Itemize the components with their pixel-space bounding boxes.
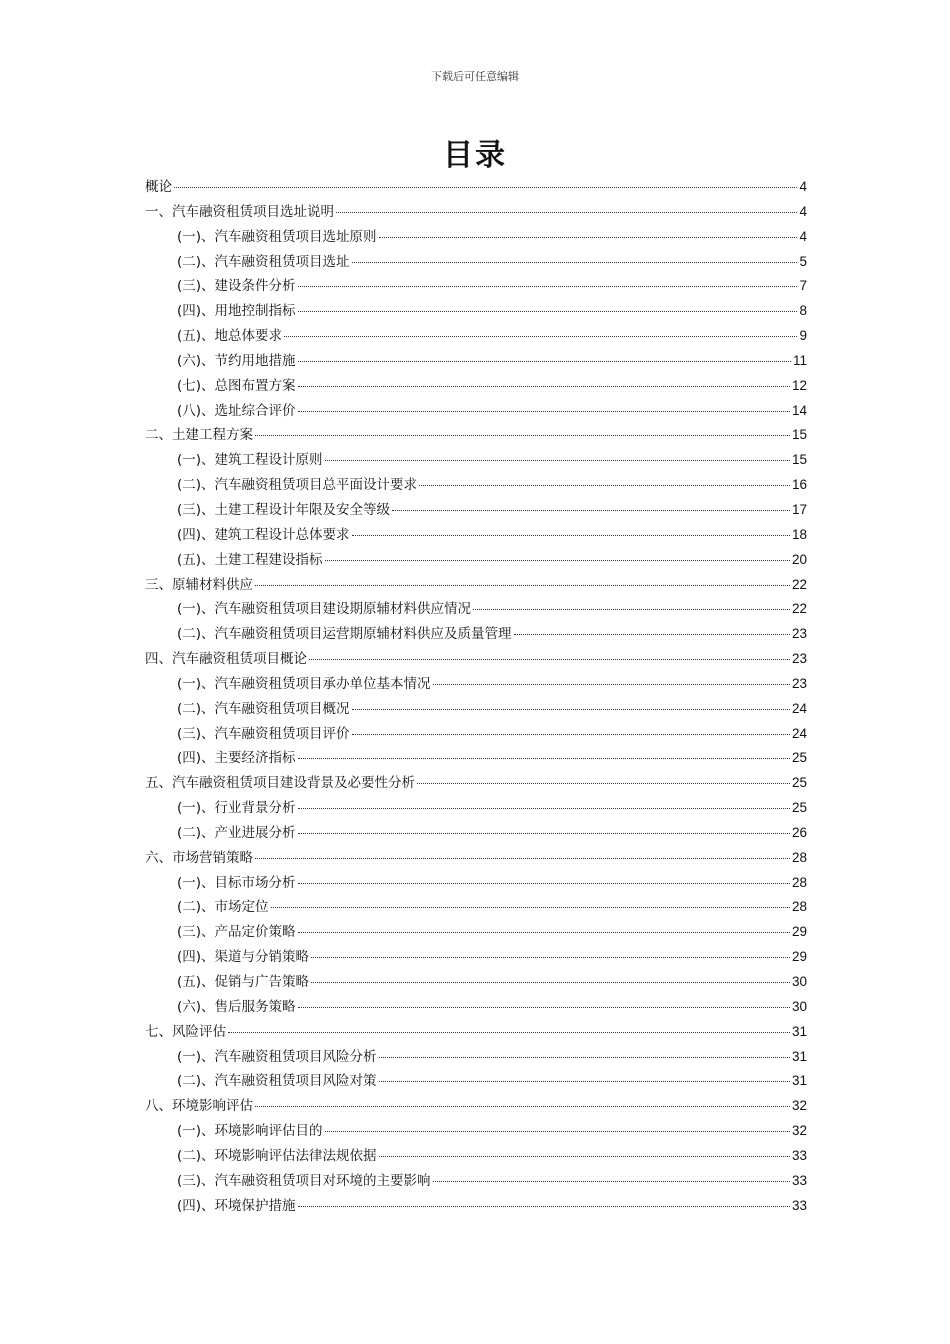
toc-entry[interactable]	[145, 299, 807, 324]
toc-entry[interactable]	[145, 771, 807, 796]
toc-entry-title: (二)、市场定位	[177, 899, 269, 916]
toc-entry-title: 二、土建工程方案	[145, 427, 253, 444]
toc-dot-leader	[352, 734, 790, 735]
toc-dot-leader	[174, 187, 797, 188]
toc-entry-title: (二)、汽车融资租赁项目概况	[177, 700, 350, 717]
toc-dot-leader	[379, 237, 798, 238]
toc-entry-page: 23	[791, 651, 807, 667]
toc-dot-leader	[352, 262, 798, 263]
toc-entry-page: 16	[791, 477, 807, 493]
toc-entry-title: (三)、汽车融资租赁项目对环境的主要影响	[177, 1172, 431, 1189]
toc-entry-title: 三、原辅材料供应	[145, 576, 253, 593]
toc-entry[interactable]	[145, 1094, 807, 1119]
toc-entry-title: 概论	[145, 179, 172, 195]
toc-dot-leader	[255, 585, 790, 586]
page-title: 目录	[443, 138, 507, 173]
toc-entry-page: 11	[792, 352, 807, 368]
toc-entry[interactable]	[145, 1020, 807, 1045]
toc-entry-title: (一)、汽车融资租赁项目承办单位基本情况	[177, 675, 431, 692]
toc-dot-leader	[379, 1156, 790, 1157]
toc-dot-leader	[298, 311, 798, 312]
toc-dot-leader	[298, 286, 798, 287]
toc-dot-leader	[298, 386, 790, 387]
toc-entry-page: 33	[791, 1172, 807, 1188]
toc-entry-page: 4	[799, 228, 807, 244]
toc-entry-title: (三)、产品定价策略	[177, 924, 296, 941]
toc-dot-leader	[433, 684, 790, 685]
toc-dot-leader	[298, 1206, 790, 1207]
toc-entry-page: 23	[791, 626, 807, 642]
toc-entry[interactable]	[145, 423, 807, 448]
toc-entry-title: (五)、土建工程建设指标	[177, 551, 323, 568]
toc-dot-leader	[298, 932, 790, 933]
toc-entry-title: (四)、渠道与分销策略	[177, 949, 310, 966]
toc-dot-leader	[311, 982, 790, 983]
toc-entry-page: 30	[791, 998, 807, 1014]
toc-entry-title: (二)、汽车融资租赁项目运营期原辅材料供应及质量管理	[177, 626, 512, 643]
toc-entry[interactable]	[145, 672, 807, 697]
toc-entry-page: 24	[791, 725, 807, 741]
toc-dot-leader	[417, 783, 790, 784]
toc-entry-page: 22	[791, 601, 807, 617]
toc-dot-leader	[325, 1131, 790, 1132]
toc-entry-title: 四、汽车融资租赁项目概论	[145, 651, 307, 668]
toc-entry-page: 15	[791, 452, 807, 468]
toc-entry-page: 28	[791, 899, 807, 915]
toc-dot-leader	[255, 1106, 790, 1107]
toc-dot-leader	[228, 1032, 790, 1033]
toc-dot-leader	[271, 907, 790, 908]
toc-entry[interactable]	[145, 995, 807, 1020]
toc-dot-leader	[419, 485, 790, 486]
toc-entry-page: 30	[791, 974, 807, 989]
table-of-contents	[145, 175, 807, 1218]
toc-entry-title: (三)、建设条件分析	[177, 278, 296, 295]
toc-entry[interactable]	[145, 821, 807, 846]
toc-entry-page: 31	[791, 1073, 807, 1089]
toc-entry[interactable]	[145, 846, 807, 871]
toc-entry-page: 29	[791, 924, 807, 940]
toc-entry[interactable]	[145, 697, 807, 722]
toc-entry-title: (六)、节约用地措施	[177, 352, 296, 369]
toc-entry[interactable]	[145, 622, 807, 647]
toc-dot-leader	[311, 957, 790, 958]
toc-entry[interactable]	[145, 1144, 807, 1169]
toc-entry-title: (四)、主要经济指标	[177, 750, 296, 767]
toc-entry[interactable]	[145, 1119, 807, 1144]
toc-entry-title: (一)、汽车融资租赁项目风险分析	[177, 1048, 377, 1065]
toc-entry[interactable]	[145, 548, 807, 573]
toc-entry-page: 33	[791, 1147, 807, 1163]
toc-entry-title: 一、汽车融资租赁项目选址说明	[145, 203, 334, 220]
toc-entry-title: 七、风险评估	[145, 1023, 226, 1040]
toc-entry-page: 33	[791, 1197, 807, 1213]
toc-entry[interactable]	[145, 895, 807, 920]
toc-entry-page: 15	[791, 427, 807, 443]
toc-dot-leader	[284, 336, 797, 337]
toc-entry-page: 25	[791, 800, 807, 816]
toc-entry-title: (二)、汽车融资租赁项目风险对策	[177, 1073, 377, 1090]
toc-entry-title: 八、环境影响评估	[145, 1098, 253, 1115]
toc-dot-leader	[352, 709, 790, 710]
toc-entry[interactable]	[145, 324, 807, 349]
toc-entry[interactable]	[145, 1069, 807, 1094]
toc-dot-leader	[298, 808, 790, 809]
toc-entry-title: (二)、汽车融资租赁项目总平面设计要求	[177, 477, 418, 494]
toc-dot-leader	[379, 1057, 790, 1058]
toc-entry[interactable]	[145, 374, 807, 399]
toc-entry[interactable]	[145, 448, 807, 473]
toc-entry-page: 29	[791, 949, 807, 965]
toc-dot-leader	[309, 659, 790, 660]
toc-entry[interactable]	[145, 274, 807, 299]
toc-entry-title: (四)、环境保护措施	[177, 1197, 296, 1214]
toc-entry[interactable]	[145, 175, 807, 200]
toc-dot-leader	[298, 883, 790, 884]
toc-entry-title: (三)、土建工程设计年限及安全等级	[177, 501, 391, 518]
toc-entry-page: 9	[799, 328, 807, 344]
toc-entry-page: 24	[791, 700, 807, 716]
toc-entry-title: (七)、总图布置方案	[177, 377, 296, 394]
toc-dot-leader	[298, 1007, 790, 1008]
toc-dot-leader	[298, 758, 790, 759]
toc-entry-title: (五)、促销与广告策略	[177, 974, 310, 990]
toc-entry-title: (三)、汽车融资租赁项目评价	[177, 725, 350, 742]
toc-entry-page: 20	[791, 551, 807, 567]
toc-entry-page: 26	[791, 824, 807, 840]
toc-entry[interactable]	[145, 250, 807, 275]
toc-entry[interactable]	[145, 1045, 807, 1070]
toc-entry[interactable]	[145, 920, 807, 945]
toc-entry-title: (五)、地总体要求	[177, 328, 283, 345]
page-header: 下载后可任意编辑	[431, 70, 519, 83]
toc-entry-page: 23	[791, 675, 807, 691]
toc-entry[interactable]	[145, 722, 807, 747]
toc-dot-leader	[379, 1081, 790, 1082]
toc-entry[interactable]	[145, 473, 807, 498]
toc-entry-page: 32	[791, 1123, 807, 1139]
toc-entry-page: 12	[791, 377, 807, 393]
toc-entry-page: 5	[799, 253, 807, 269]
toc-dot-leader	[255, 858, 790, 859]
toc-dot-leader	[298, 361, 791, 362]
toc-entry-title: (一)、汽车融资租赁项目建设期原辅材料供应情况	[177, 601, 472, 618]
toc-dot-leader	[336, 212, 797, 213]
toc-entry-title: (二)、汽车融资租赁项目选址	[177, 253, 350, 270]
toc-entry-page: 4	[799, 179, 807, 194]
toc-entry-page: 17	[791, 501, 807, 517]
toc-entry-page: 25	[791, 775, 807, 791]
toc-entry[interactable]	[145, 945, 807, 970]
toc-entry-title: (四)、建筑工程设计总体要求	[177, 526, 350, 543]
toc-dot-leader	[473, 609, 790, 610]
toc-entry-page: 4	[799, 203, 807, 219]
toc-dot-leader	[352, 535, 790, 536]
toc-entry-page: 31	[791, 1048, 807, 1064]
toc-dot-leader	[298, 411, 790, 412]
toc-entry[interactable]	[145, 523, 807, 548]
toc-dot-leader	[255, 435, 790, 436]
toc-entry[interactable]	[145, 349, 807, 374]
toc-entry[interactable]	[145, 597, 807, 622]
toc-entry-page: 28	[791, 874, 807, 890]
toc-entry-page: 18	[791, 526, 807, 542]
toc-entry-page: 7	[799, 278, 807, 294]
toc-entry-title: (二)、环境影响评估法律法规依据	[177, 1147, 377, 1164]
toc-entry-page: 31	[791, 1023, 807, 1039]
toc-entry-page: 14	[791, 402, 807, 418]
toc-entry-title: (一)、行业背景分析	[177, 800, 296, 817]
toc-entry-title: (一)、目标市场分析	[177, 874, 296, 891]
toc-entry-page: 22	[791, 576, 807, 592]
toc-entry[interactable]	[145, 399, 807, 424]
toc-dot-leader	[298, 833, 790, 834]
toc-entry[interactable]	[145, 1194, 807, 1219]
toc-entry-title: (八)、选址综合评价	[177, 402, 296, 419]
toc-entry[interactable]	[145, 647, 807, 672]
toc-entry-page: 28	[791, 849, 807, 865]
toc-entry[interactable]	[145, 970, 807, 995]
toc-entry[interactable]	[145, 796, 807, 821]
toc-entry-title: (一)、建筑工程设计原则	[177, 452, 323, 469]
toc-dot-leader	[325, 460, 790, 461]
toc-entry[interactable]	[145, 1169, 807, 1194]
toc-dot-leader	[433, 1181, 790, 1182]
toc-entry-page: 25	[791, 750, 807, 766]
toc-entry[interactable]	[145, 871, 807, 896]
toc-entry-title: 五、汽车融资租赁项目建设背景及必要性分析	[145, 775, 415, 792]
toc-dot-leader	[514, 634, 790, 635]
toc-dot-leader	[325, 560, 790, 561]
toc-entry[interactable]	[145, 200, 807, 225]
toc-entry-title: (一)、环境影响评估目的	[177, 1123, 323, 1140]
toc-entry-page: 8	[799, 303, 807, 319]
toc-dot-leader	[392, 510, 790, 511]
toc-entry[interactable]	[145, 573, 807, 598]
toc-entry[interactable]	[145, 225, 807, 250]
toc-entry[interactable]	[145, 746, 807, 771]
toc-entry[interactable]	[145, 498, 807, 523]
toc-entry-title: 六、市场营销策略	[145, 849, 253, 866]
toc-entry-title: (一)、汽车融资租赁项目选址原则	[177, 228, 377, 245]
toc-entry-title: (二)、产业进展分析	[177, 824, 296, 841]
toc-entry-page: 32	[791, 1098, 807, 1114]
toc-entry-title: (四)、用地控制指标	[177, 303, 296, 320]
toc-entry-title: (六)、售后服务策略	[177, 998, 296, 1015]
